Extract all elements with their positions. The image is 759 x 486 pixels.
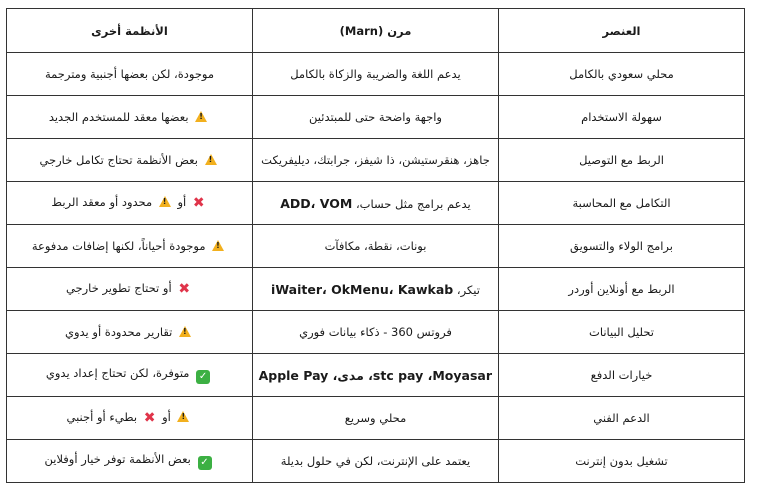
header-element: العنصر xyxy=(499,9,745,53)
cell-others-text: موجودة، لكن بعضها أجنبية ومترجمة xyxy=(44,67,215,81)
table-row xyxy=(7,225,745,268)
warning-icon xyxy=(159,196,171,207)
cell-marn: يعتمد على الإنترنت، لكن في حلول بديلة xyxy=(253,440,499,483)
table-row xyxy=(7,354,745,397)
cell-others-text: متوفرة، لكن تحتاج إعداد يدوي xyxy=(45,366,190,380)
cell-element: الربط مع أونلاين أوردر xyxy=(499,268,745,311)
cell-others xyxy=(7,96,253,139)
cell-others xyxy=(7,139,253,182)
warning-icon xyxy=(205,154,217,165)
cell-marn-latin: ADD، VOM xyxy=(280,195,353,211)
cross-icon: ✖ xyxy=(178,281,191,297)
table-row xyxy=(7,182,745,225)
cell-element: تحليل البيانات xyxy=(499,311,745,354)
cell-others xyxy=(7,440,253,483)
warning-icon xyxy=(177,411,189,422)
cell-marn: واجهة واضحة حتى للمبتدئين xyxy=(253,96,499,139)
cell-others xyxy=(7,354,253,397)
cell-marn-text: تيكر، xyxy=(456,282,480,297)
cell-others xyxy=(7,268,253,311)
cell-others-text: بعضها معقد للمستخدم الجديد xyxy=(48,110,189,124)
table-row xyxy=(7,440,745,483)
cell-others-text: أو تحتاج تطوير خارجي xyxy=(65,281,172,295)
cell-marn: يدعم اللغة والضريبة والزكاة بالكامل xyxy=(253,53,499,96)
cell-others-text: بطيء أو أجنبي xyxy=(66,410,138,424)
cell-others xyxy=(7,397,253,440)
cell-marn: بونات، نقطة، مكافآت xyxy=(253,225,499,268)
header-others: الأنظمة أخرى xyxy=(7,9,253,53)
cell-others-or: أو xyxy=(162,410,171,424)
cell-others-text: بعض الأنظمة تحتاج تكامل خارجي xyxy=(39,153,198,167)
warning-icon xyxy=(195,111,207,122)
cell-marn xyxy=(253,182,499,225)
warning-icon xyxy=(212,240,224,251)
cell-others xyxy=(7,311,253,354)
cell-others-text: بعض الأنظمة توفر خيار أوفلاين xyxy=(44,452,191,466)
cell-marn-latin: Apple Pay ،مدى ،stc pay ،Moyasar xyxy=(258,367,492,383)
cell-element: تشغيل بدون إنترنت xyxy=(499,440,745,483)
comparison-table-wrapper xyxy=(6,8,744,483)
cross-icon: ✖ xyxy=(143,410,156,426)
header-marn: مرن (Marn) xyxy=(253,9,499,53)
cell-marn xyxy=(253,354,499,397)
cell-element: الدعم الفني xyxy=(499,397,745,440)
cross-icon: ✖ xyxy=(192,195,205,211)
cell-others xyxy=(7,225,253,268)
warning-icon xyxy=(179,326,191,337)
cell-others-text: موجودة أحياناً، لكنها إضافات مدفوعة xyxy=(31,239,206,253)
table-row xyxy=(7,139,745,182)
cell-others xyxy=(7,182,253,225)
cell-element: خيارات الدفع xyxy=(499,354,745,397)
cell-marn xyxy=(253,268,499,311)
cell-marn: فروتس 360 - ذكاء بيانات فوري xyxy=(253,311,499,354)
cell-marn: جاهز، هنقرستيشن، ذا شيفز، جرابتك، ديليفريكت xyxy=(253,139,499,182)
cell-marn-latin: iWaiter، OkMenu، Kawkab xyxy=(271,281,454,297)
cell-element: الربط مع التوصيل xyxy=(499,139,745,182)
table-row xyxy=(7,53,745,96)
cell-others xyxy=(7,53,253,96)
cell-element: سهولة الاستخدام xyxy=(499,96,745,139)
check-icon: ✓ xyxy=(196,370,210,384)
cell-marn-text: يدعم برامج مثل حساب، xyxy=(355,196,471,211)
table-row xyxy=(7,96,745,139)
check-icon: ✓ xyxy=(198,456,212,470)
table-row xyxy=(7,397,745,440)
table-row xyxy=(7,311,745,354)
cell-element: محلي سعودي بالكامل xyxy=(499,53,745,96)
header-row xyxy=(7,9,745,53)
comparison-table xyxy=(6,8,745,483)
table-row xyxy=(7,268,745,311)
cell-others-or: أو xyxy=(177,195,187,209)
cell-marn: محلي وسريع xyxy=(253,397,499,440)
cell-element: التكامل مع المحاسبة xyxy=(499,182,745,225)
cell-element: برامج الولاء والتسويق xyxy=(499,225,745,268)
cell-others-text: محدود أو معقد الربط xyxy=(51,195,153,209)
cell-others-text: تقارير محدودة أو يدوي xyxy=(64,325,173,339)
